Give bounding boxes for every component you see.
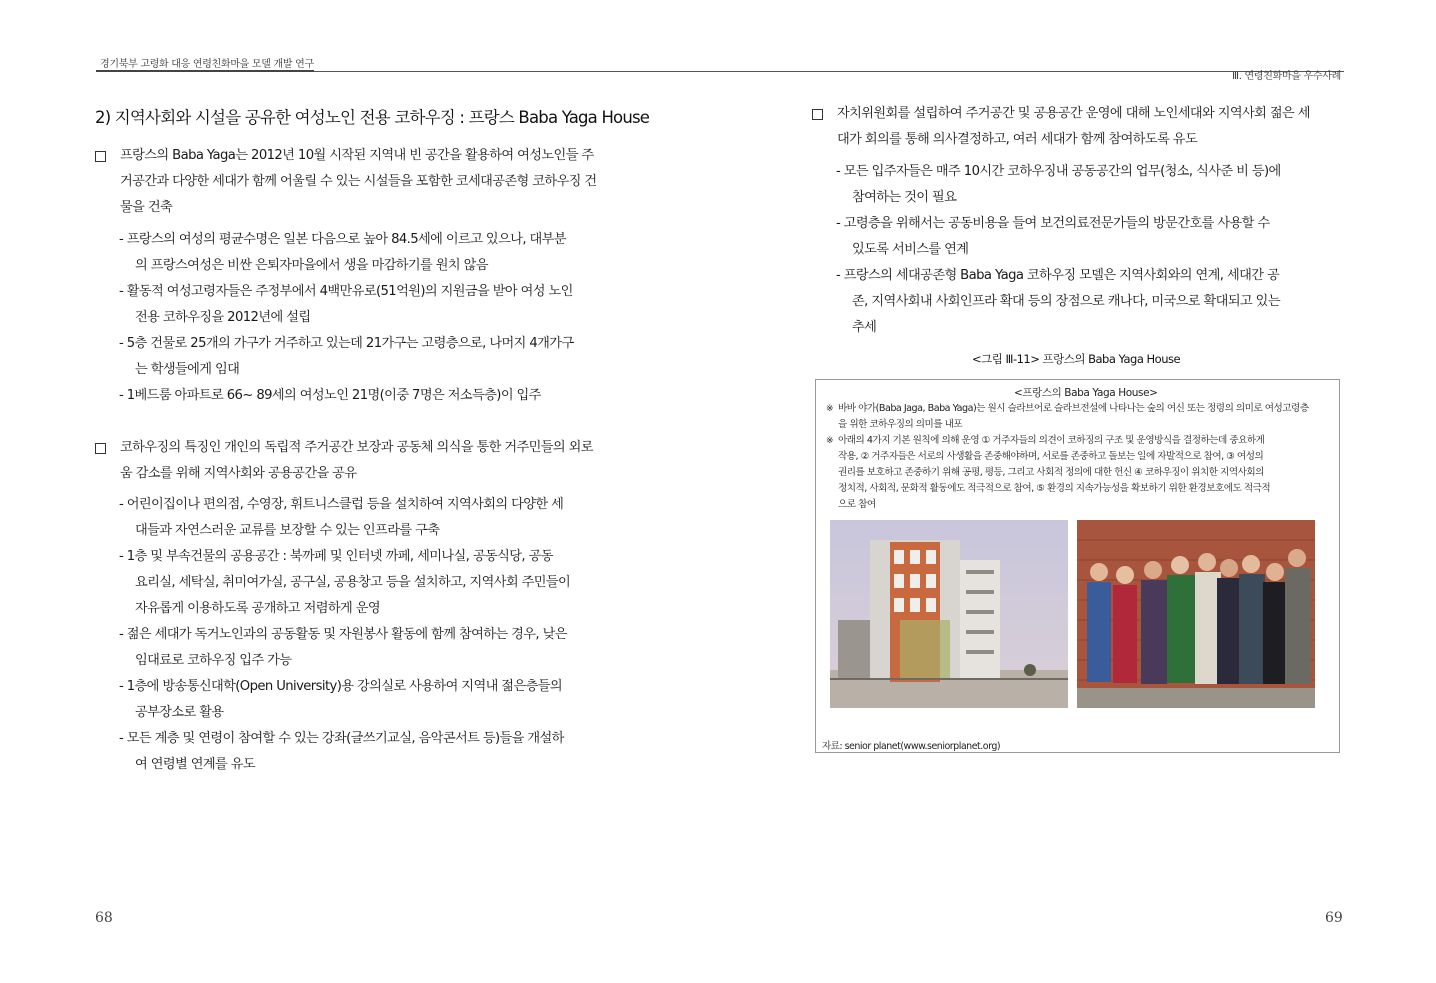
right-bullet-1 [812,101,1352,153]
dash-item [119,492,629,544]
left-bullet-1 [95,143,635,221]
dash-line: - 모든 계층 및 연령이 참여할 수 있는 강좌(글쓰기교실, 음악콘서트 등)들을 개설하 [119,731,564,746]
bullet-line: 자치위원회를 설립하여 주거공간 및 공용공간 운영에 대해 노인세대와 지역사회 젊은 세 [837,106,1310,121]
left-dash-list-2 [119,492,629,778]
dash-line: - 1베드룸 아파트로 66~ 89세의 여성노인 21명(이중 7명은 저소득층)이 입주 [119,388,541,403]
dash-line: 자유롭게 이용하도록 공개하고 저렴하게 운영 [135,601,381,616]
running-header-left: 경기북부 고령화 대응 연령친화마을 모델 개발 연구 [100,59,314,70]
note-mark-icon: ※ [826,436,834,446]
dash-line: - 젊은 세대가 독거노인과의 공동활동 및 자원봉사 활동에 함께 참여하는 경우, 낮은 [119,627,567,642]
dash-item [836,211,1346,263]
figure-box-title: <프랑스의 Baba Yaga House> [1014,387,1158,399]
dash-line: - 1층 및 부속건물의 공용공간 : 북까페 및 인터넷 까페, 세미나실, 공동식당, 공동 [119,549,553,564]
checkbox-bullet-icon [95,151,106,162]
bullet-line: 코하우징의 특징인 개인의 독립적 주거공간 보장과 공동체 의식을 통한 거주민들의 외로 [120,440,593,455]
note-line: 바바 야가(Baba Jaga, Baba Yaga)는 원시 슬라브어로 슬라브전설에 나타나는 숲의 여신 또는 정령의 의미로 여성고령층 [838,403,1309,414]
note-line: 권리를 보호하고 존중하기 위해 공평, 평등, 그리고 사회적 정의에 대한 헌신 ④ 코하우징이 위치한 지역사회의 [838,467,1264,478]
figure-note-2 [826,433,1338,513]
dash-line: 임대료로 코하우징 입주 가능 [135,653,292,668]
dash-line: 참여하는 것이 필요 [852,190,957,205]
note-mark-icon: ※ [826,404,834,414]
dash-line: - 고령층을 위해서는 공동비용을 들여 보건의료전문가들의 방문간호를 사용할 수 [836,216,1270,231]
figure-note-1 [826,401,1338,433]
building-image [830,520,1068,708]
note-line: 정치적, 사회적, 문화적 활동에도 적극적으로 참여, ⑤ 환경의 지속가능성을 확보하기 위한 환경보호에도 적극적 [838,483,1271,494]
figure-source: 자료: senior planet(www.seniorplanet.org) [822,741,1001,752]
dash-line: - 5층 건물로 25개의 가구가 거주하고 있는데 21가구는 고령층으로, 나머지 4개가구 [119,336,574,351]
dash-line: - 모든 입주자들은 매주 10시간 코하우징내 공동공간의 업무(청소, 식사준 비 등)에 [836,164,1281,179]
dash-line: - 프랑스의 여성의 평균수명은 일본 다음으로 높아 84.5세에 이르고 있으나, 대부분 [119,232,566,247]
dash-line: 있도록 서비스를 연계 [852,242,969,257]
dash-line: 는 학생들에게 임대 [135,362,240,377]
dash-item [119,227,629,279]
bullet-line: 프랑스의 Baba Yaga는 2012년 10월 시작된 지역내 빈 공간을 활용하여 여성노인들 주 [120,148,594,163]
dash-line: - 프랑스의 세대공존형 Baba Yaga 코하우징 모델은 지역사회와의 연계, 세대간 공 [836,268,1280,283]
dash-line: 대들과 자연스러운 교류를 보장할 수 있는 인프라를 구축 [135,523,440,538]
note-line: 아래의 4가지 기본 원칙에 의해 운영 ① 거주자들의 의견이 코하징의 구조 및 운영방식을 결정하는데 중요하게 [838,435,1265,446]
left-bullet-2 [95,435,635,487]
page-number-right: 69 [1325,910,1343,926]
dash-item [836,159,1346,211]
dash-line: - 활동적 여성고령자들은 주정부에서 4백만유로(51억원)의 지원금을 받아 여성 노인 [119,284,573,299]
dash-item [119,726,629,778]
residents-group-photo [1077,520,1315,708]
bullet-line: 움 감소를 위해 지역사회와 공용공간을 공유 [120,466,357,481]
right-dash-list [836,159,1346,341]
dash-line: - 1층에 방송통신대학(Open University)용 강의실로 사용하여 지역내 젊은층들의 [119,679,563,694]
dash-item [119,383,629,409]
bullet-line: 물을 건축 [120,200,173,215]
page-number-left: 68 [95,910,113,926]
checkbox-bullet-icon [95,443,106,454]
figure-box [815,379,1340,753]
note-line: 으로 참여 [838,499,876,510]
section-title: 2) 지역사회와 시설을 공유한 여성노인 전용 코하우징 : 프랑스 Baba Yaga House [95,108,650,127]
group-photo-image [1077,520,1315,708]
header-rule [314,71,1344,72]
dash-line: 추세 [852,320,877,335]
left-dash-list-1 [119,227,629,409]
checkbox-bullet-icon [812,109,823,120]
dash-line: 요리실, 세탁실, 취미여가실, 공구실, 공용창고 등을 설치하고, 지역사회 주민들이 [135,575,571,590]
dash-line: 전용 코하우징을 2012년에 설립 [135,310,311,325]
dash-line: - 어린이집이나 편의점, 수영장, 휘트니스클럽 등을 설치하여 지역사회의 다양한 세 [119,497,564,512]
dash-line: 존, 지역사회내 사회인프라 확대 등의 장점으로 캐나다, 미국으로 확대되고 있는 [852,294,1280,309]
dash-item [119,622,629,674]
note-line: 을 위한 코하우징의 의미를 내포 [838,419,963,430]
dash-line: 여 연령별 연계를 유도 [135,757,256,772]
dash-line: 의 프랑스여성은 비싼 은퇴자마을에서 생을 마감하기를 원치 않음 [135,258,488,273]
dash-item [836,263,1346,341]
bullet-line: 대가 회의를 통해 의사결정하고, 여러 세대가 함께 참여하도록 유도 [837,132,1198,147]
dash-item [119,544,629,622]
running-header-right: Ⅲ. 연령친화마을 우수사례 [1232,71,1341,82]
header-rule-thick [96,70,314,72]
dash-line: 공부장소로 활용 [135,705,224,720]
dash-item [119,674,629,726]
dash-item [119,331,629,383]
note-line: 작용, ② 거주자들은 서로의 사생활을 존중해야하며, 서로를 존중하고 돌보는 일에 자발적으로 참여, ③ 여성의 [838,451,1264,462]
figure-caption: <그림 Ⅲ-11> 프랑스의 Baba Yaga House [972,352,1181,366]
dash-item [119,279,629,331]
building-illustration [830,520,1068,708]
bullet-line: 거공간과 다양한 세대가 함께 어울릴 수 있는 시설들을 포함한 코세대공존형 코하우징 건 [120,174,597,189]
